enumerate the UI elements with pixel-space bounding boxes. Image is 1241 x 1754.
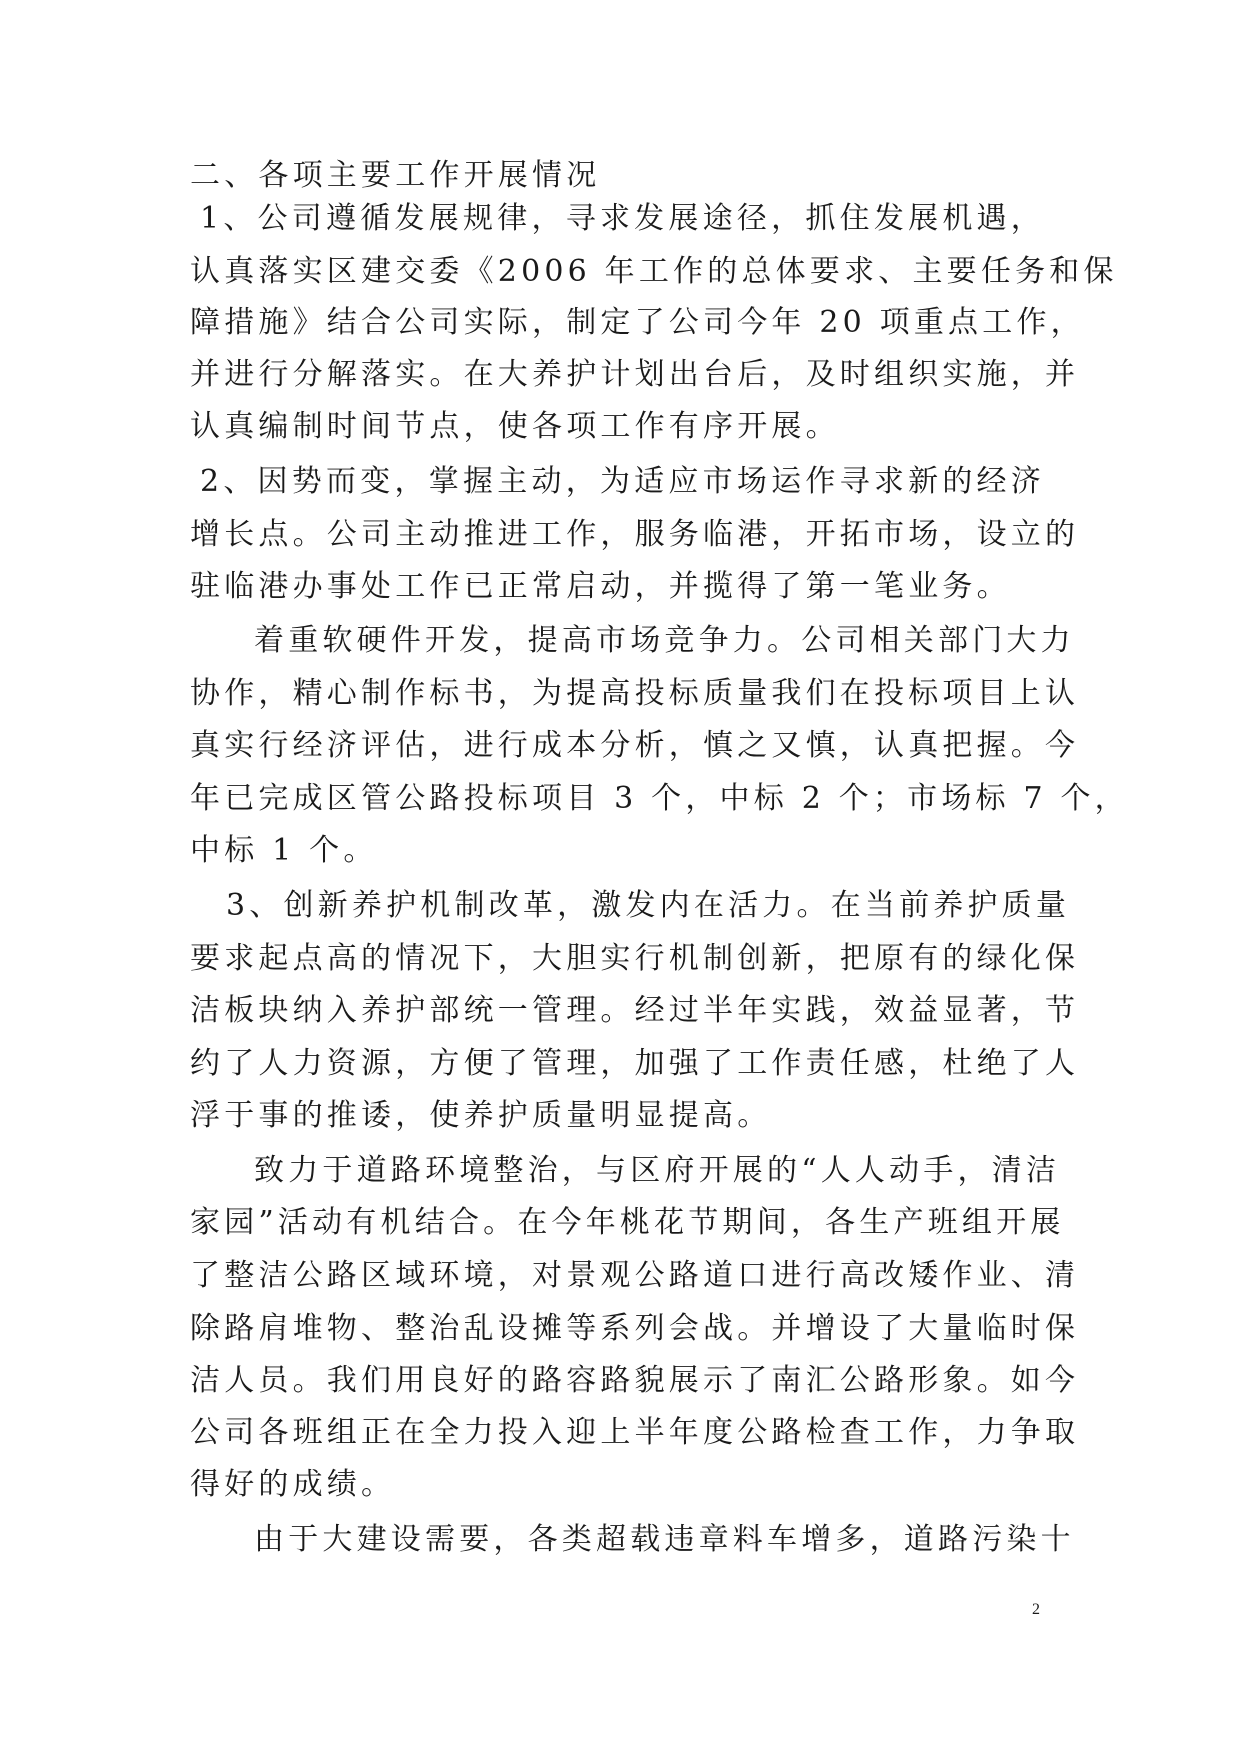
paragraph-1-line-4: 并进行分解落实。在大养护计划出台后，及时组织实施，并: [190, 357, 1080, 392]
paragraph-1-line-5: 认真编制时间节点，使各项工作有序开展。: [190, 409, 840, 444]
paragraph-4-line-4: 约了人力资源，方便了管理，加强了工作责任感，杜绝了人: [190, 1046, 1080, 1081]
paragraph-2-line-3: 驻临港办事处工作已正常启动，并揽得了第一笔业务。: [190, 569, 1011, 604]
paragraph-5-line-4: 除路肩堆物、整治乱设摊等系列会战。并增设了大量临时保: [190, 1311, 1080, 1346]
paragraph-3-line-5: 中标 1 个。: [190, 833, 378, 868]
paragraph-5-line-5: 洁人员。我们用良好的路容路貌展示了南汇公路形象。如今: [190, 1363, 1080, 1398]
paragraph-3-line-2: 协作，精心制作标书，为提高投标质量我们在投标项目上认: [190, 676, 1080, 711]
paragraph-5-line-3: 了整洁公路区域环境，对景观公路道口进行高改矮作业、清: [190, 1258, 1080, 1293]
paragraph-1-line-3: 障措施》结合公司实际，制定了公司今年 20 项重点工作，: [190, 305, 1085, 340]
paragraph-5-line-1: 致力于道路环境整治，与区府开展的“人人动手，清洁: [254, 1153, 1061, 1188]
paragraph-1-line-2: 认真落实区建交委《2006 年工作的总体要求、主要任务和保: [190, 254, 1118, 289]
paragraph-4-line-5: 浮于事的推诿，使养护质量明显提高。: [190, 1098, 772, 1133]
paragraph-3-line-3: 真实行经济评估，进行成本分析，慎之又慎，认真把握。今: [190, 728, 1080, 763]
paragraph-3-line-4: 年已完成区管公路投标项目 3 个，中标 2 个；市场标 7 个，: [190, 781, 1129, 816]
paragraph-2-line-2: 增长点。公司主动推进工作，服务临港，开拓市场，设立的: [190, 517, 1080, 552]
paragraph-4-line-2: 要求起点高的情况下，大胆实行机制创新，把原有的绿化保: [190, 941, 1080, 976]
section-heading: 二、各项主要工作开展情况: [190, 158, 601, 193]
paragraph-5-line-7: 得好的成绩。: [190, 1467, 396, 1502]
paragraph-6-line-1: 由于大建设需要，各类超载违章料车增多，道路污染十: [254, 1522, 1075, 1557]
paragraph-1-line-1: 1、公司遵循发展规律，寻求发展途径，抓住发展机遇，: [200, 201, 1045, 236]
paragraph-4-line-1: 3、创新养护机制改革，激发内在活力。在当前养护质量: [226, 888, 1071, 923]
paragraph-4-line-3: 洁板块纳入养护部统一管理。经过半年实践，效益显著，节: [190, 993, 1080, 1028]
page-number: 2: [1032, 1601, 1040, 1618]
paragraph-5-line-6: 公司各班组正在全力投入迎上半年度公路检查工作，力争取: [190, 1415, 1080, 1450]
paragraph-5-line-2: 家园”活动有机结合。在今年桃花节期间，各生产班组开展: [190, 1205, 1065, 1240]
paragraph-2-line-1: 2、因势而变，掌握主动，为适应市场运作寻求新的经济: [200, 464, 1045, 499]
paragraph-3-line-1: 着重软硬件开发，提高市场竞争力。公司相关部门大力: [254, 623, 1075, 658]
